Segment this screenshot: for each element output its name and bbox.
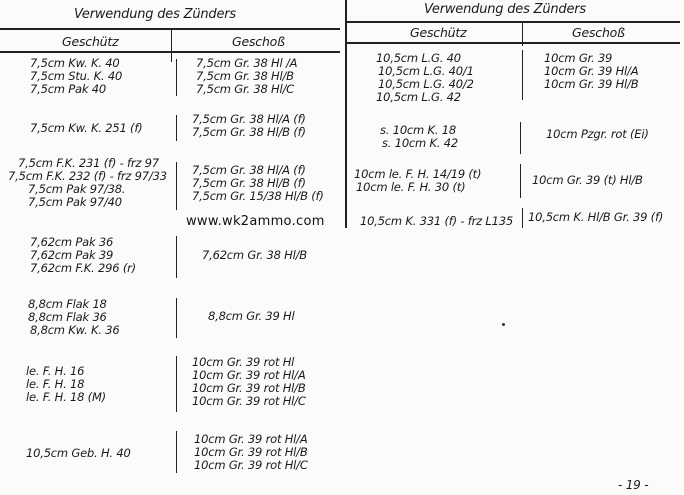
right-row-2-weapons: s. 10cm K. 18 s. 10cm K. 42 <box>380 123 459 150</box>
left-row-7-weapons: 10,5cm Geb. H. 40 <box>26 446 131 460</box>
left-row-4-weapons: 7,62cm Pak 36 7,62cm Pak 39 7,62cm F.K. 296 (r) <box>30 235 136 275</box>
left-row-5-shells: 8,8cm Gr. 39 Hl <box>208 309 295 323</box>
right-col-divider <box>522 22 523 46</box>
watermark-text: www.wk2ammo.com <box>186 214 325 229</box>
left-row-2-shells: 7,5cm Gr. 38 Hl/A (f) 7,5cm Gr. 38 Hl/B (f) <box>192 112 306 139</box>
right-row-1-bracket <box>522 50 523 100</box>
left-table-title: Verwendung des Zünders <box>74 7 236 22</box>
left-row-1-shells: 7,5cm Gr. 38 Hl /A 7,5cm Gr. 38 Hl/B 7,5cm Gr. 38 Hl/C <box>196 56 298 96</box>
left-row-6-shells: 10cm Gr. 39 rot Hl 10cm Gr. 39 rot Hl/A 10cm Gr. 39 rot Hl/B 10cm Gr. 39 rot Hl/C <box>192 355 306 408</box>
left-row-3-shells: 7,5cm Gr. 38 Hl/A (f) 7,5cm Gr. 38 Hl/B (f) 7,5cm Gr. 15/38 Hl/B (f) <box>192 163 324 203</box>
right-row-2-shells: 10cm Pzgr. rot (Ei) <box>546 127 649 141</box>
ink-speck <box>502 323 505 326</box>
page-center-rule <box>345 0 347 228</box>
right-row-3-weapons: 10cm le. F. H. 14/19 (t) 10cm le. F. H. 30 (t) <box>354 167 482 194</box>
right-row-2-bracket <box>520 122 521 154</box>
right-row-3-bracket <box>520 164 521 198</box>
left-row-3-bracket <box>176 162 177 210</box>
left-row-6-weapons: le. F. H. 16 le. F. H. 18 le. F. H. 18 (M) <box>26 364 106 404</box>
right-col-shell-header: Geschoß <box>572 25 625 40</box>
left-header-divider <box>0 51 340 53</box>
right-row-3-shells: 10cm Gr. 39 (t) Hl/B <box>532 173 643 187</box>
right-row-4-bracket <box>522 208 523 228</box>
right-row-4-weapons: 10,5cm K. 331 (f) - frz L135 <box>360 214 513 228</box>
left-row-1-weapons: 7,5cm Kw. K. 40 7,5cm Stu. K. 40 7,5cm Pak 40 <box>30 56 123 96</box>
left-row-4-bracket <box>176 236 177 278</box>
right-row-4-shells: 10,5cm K. Hl/B Gr. 39 (f) <box>528 210 664 224</box>
left-row-7-bracket <box>176 431 177 473</box>
left-row-1-bracket <box>176 59 177 96</box>
left-row-2-bracket <box>176 115 177 141</box>
left-row-2-weapons: 7,5cm Kw. K. 251 (f) <box>30 121 143 135</box>
left-row-5-weapons: 8,8cm Flak 18 8,8cm Flak 36 8,8cm Kw. K. 36 <box>28 297 120 337</box>
left-row-7-shells: 10cm Gr. 39 rot Hl/A 10cm Gr. 39 rot Hl/B 10cm Gr. 39 rot Hl/C <box>194 432 308 472</box>
right-col-weapon-header: Geschütz <box>410 25 467 40</box>
right-row-1-weapons: 10,5cm L.G. 40 10,5cm L.G. 40/1 10,5cm L.G. 40/2 10,5cm L.G. 42 <box>376 51 474 104</box>
right-row-1-shells: 10cm Gr. 39 10cm Gr. 39 Hl/A 10cm Gr. 39 Hl/B <box>544 51 639 91</box>
left-col-shell-header: Geschoß <box>232 34 285 49</box>
left-row-5-bracket <box>176 298 177 338</box>
left-col-weapon-header: Geschütz <box>62 34 119 49</box>
left-row-6-bracket <box>176 356 177 412</box>
right-header-divider <box>346 42 680 44</box>
right-table-title: Verwendung des Zünders <box>424 2 586 17</box>
left-row-3-weapons: 7,5cm F.K. 231 (f) - frz 97 7,5cm F.K. 232 (f) - frz 97/33 7,5cm Pak 97/38. 7,5cm Pak 97/40 <box>8 156 167 209</box>
left-col-divider <box>171 29 172 62</box>
left-row-4-shells: 7,62cm Gr. 38 Hl/B <box>202 248 307 262</box>
right-title-divider <box>346 21 680 23</box>
page-number: - 19 - <box>618 478 649 492</box>
left-title-divider <box>0 28 340 30</box>
